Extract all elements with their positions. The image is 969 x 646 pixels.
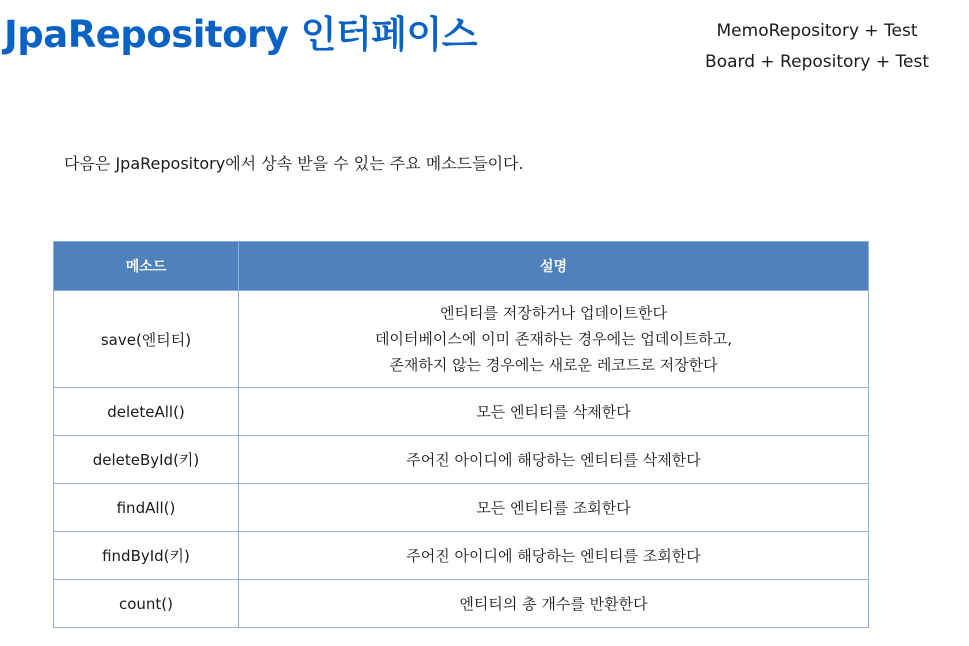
description-cell: 주어진 아이디에 해당하는 엔티티를 삭제한다 — [239, 436, 869, 484]
method-cell: save(엔티티) — [54, 291, 239, 388]
column-header-method: 메소드 — [54, 242, 239, 291]
method-cell: deleteById(키) — [54, 436, 239, 484]
top-notes — [705, 16, 929, 78]
note-line: MemoRepository + Test — [716, 21, 918, 41]
table-row — [54, 436, 869, 484]
table-row — [54, 532, 869, 580]
page-title: JpaRepository 인터페이스 — [4, 13, 477, 56]
table-row — [54, 291, 869, 388]
method-cell: findById(키) — [54, 532, 239, 580]
method-cell: deleteAll() — [54, 388, 239, 436]
table-header-row — [54, 242, 869, 291]
description-line: 데이터베이스에 이미 존재하는 경우에는 업데이트하고, — [374, 330, 733, 348]
table-row — [54, 484, 869, 532]
method-cell: count() — [54, 580, 239, 628]
intro-text: 다음은 JpaRepository에서 상속 받을 수 있는 주요 메소드들이다. — [64, 154, 524, 173]
description-cell: 엔티티의 총 개수를 반환한다 — [239, 580, 869, 628]
description-cell: 모든 엔티티를 삭제한다 — [239, 388, 869, 436]
note-line: Board + Repository + Test — [705, 52, 929, 72]
column-header-description: 설명 — [239, 242, 869, 291]
methods-table — [53, 241, 869, 628]
description-cell: 모든 엔티티를 조회한다 — [239, 484, 869, 532]
description-line: 엔티티를 저장하거나 업데이트한다 — [440, 304, 667, 322]
table-row — [54, 388, 869, 436]
description-cell — [239, 291, 869, 388]
method-cell: findAll() — [54, 484, 239, 532]
description-line: 존재하지 않는 경우에는 새로운 레코드로 저장한다 — [389, 356, 718, 374]
description-cell: 주어진 아이디에 해당하는 엔티티를 조회한다 — [239, 532, 869, 580]
table-row — [54, 580, 869, 628]
